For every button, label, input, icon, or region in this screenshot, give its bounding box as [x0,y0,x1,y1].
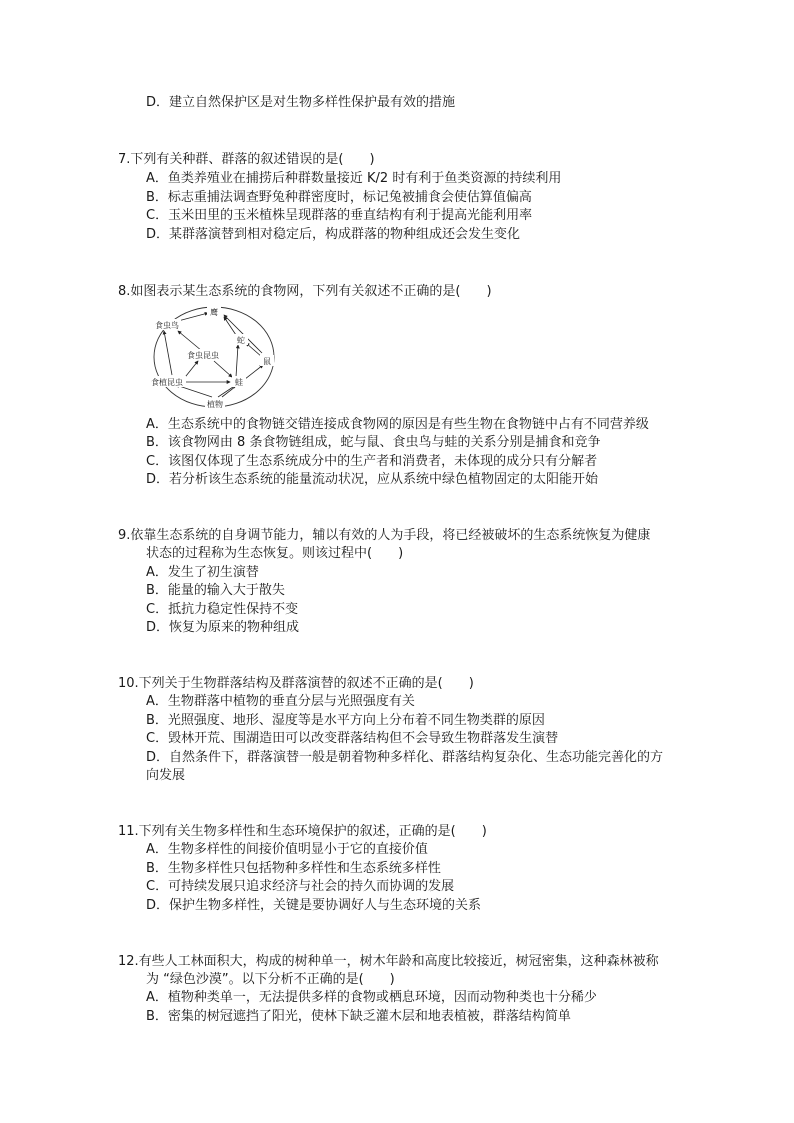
q10-option-b: B．光照强度、地形、湿度等是水平方向上分布着不同生物类群的原因 [146,713,545,728]
label-insectivorous-insect [185,349,221,360]
arrow-herb-insect-to-bird [164,331,172,375]
q9-option-a: A．发生了初生演替 [146,565,259,580]
q10-option-d: D．自然条件下，群落演替一般是朝着物种多样化、群落结构复杂化、生态功能完善化的方 [146,750,664,765]
q8-option-d: D．若分析该生态系统的能量流动状况，应从系统中绿色植物固定的太阳能开始 [146,472,599,487]
svg-text:食虫鸟: 食虫鸟 [155,321,179,330]
q7-option-a: A．鱼类养殖业在捕捞后种群数量接近 K/2 时有利于鱼类资源的持续利用 [146,171,562,186]
q7-option-b: B．标志重捕法调查野兔种群密度时，标记兔被捕食会使估算值偏高 [146,190,532,205]
label-frog [232,376,246,387]
q7-option-d: D．某群落演替到相对稳定后，构成群落的物种组成还会发生变化 [146,227,521,242]
q10-option-c: C．毁林开荒、围湖造田可以改变群落结构但不会导致生物群落发生演替 [146,731,559,746]
q12-stem-line2: 为 “绿色沙漠”。以下分析不正确的是( ) [146,972,395,987]
label-snake [234,334,248,345]
label-plant [205,398,225,409]
q8-stem: 8.如图表示某生态系统的食物网，下列有关叙述不正确的是( ) [118,284,492,299]
q10-option-d-continued: 向发展 [146,768,186,783]
q8-option-c: C．该图仅体现了生态系统成分中的生产者和消费者，未体现的成分只有分解者 [146,454,598,469]
label-herbivorous-insect [150,376,186,387]
arrow-insect-insect-to-bird [178,331,202,351]
svg-text:植物: 植物 [207,400,223,409]
q8-option-b: B．该食物网由 8 条食物链组成，蛇与鼠、食虫鸟与蛙的关系分别是捕食和竞争 [146,435,601,450]
q9-option-c: C．抵抗力稳定性保持不变 [146,602,299,617]
q7-option-c: C．玉米田里的玉米植株呈现群落的垂直结构有利于提高光能利用率 [146,208,533,223]
q11-stem: 11.下列有关生物多样性和生态环境保护的叙述，正确的是( ) [118,824,487,839]
food-web-diagram [150,305,280,413]
arrow-insect-insect-to-frog [214,361,232,377]
svg-text:食植昆虫: 食植昆虫 [151,378,183,387]
q9-stem-line2: 状态的过程称为生态恢复。则该过程中( ) [146,546,404,561]
svg-text:食虫昆虫: 食虫昆虫 [187,351,219,360]
q12-option-a: A．植物种类单一，无法提供多样的食物或栖息环境，因而动物种类也十分稀少 [146,990,597,1005]
q11-option-d: D．保护生物多样性，关键是要协调好人与生态环境的关系 [146,898,482,913]
q12-stem-line1: 12.有些人工林面积大，构成的树种单一，树木年龄和高度比较接近，树冠密集，这种森林被称 [118,954,659,969]
q6-option-d: D．建立自然保护区是对生物多样性保护最有效的措施 [146,95,456,110]
q11-option-b: B．生物多样性只包括物种多样性和生态系统多样性 [146,861,441,876]
q9-stem-line1: 9.依靠生态系统的自身调节能力，辅以有效的人为手段，将已经被破坏的生态系统恢复为健康 [118,528,651,543]
svg-text:鹰: 鹰 [210,308,218,317]
q11-option-a: A．生物多样性的间接价值明显小于它的直接价值 [146,842,428,857]
svg-text:蛙: 蛙 [235,378,243,387]
q9-option-b: B．能量的输入大于散失 [146,583,285,598]
q7-stem: 7.下列有关种群、群落的叙述错误的是( ) [118,152,375,167]
q11-option-c: C．可持续发展只追求经济与社会的持久而协调的发展 [146,879,455,894]
q10-stem: 10.下列关于生物群落结构及群落演替的叙述不正确的是( ) [118,676,474,691]
q8-option-a: A．生态系统中的食物链交错连接成食物网的原因是有些生物在食物链中占有不同营养级 [146,417,649,432]
q10-option-a: A．生物群落中植物的垂直分层与光照强度有关 [146,694,415,709]
arrow-frog-to-snake [236,345,238,377]
q9-option-d: D．恢复为原来的物种组成 [146,620,300,635]
svg-text:蛇: 蛇 [237,336,245,345]
svg-text:鼠: 鼠 [263,357,271,366]
label-hawk [207,306,221,317]
label-rat [260,355,274,366]
arrow-snake-to-hawk [224,317,236,335]
q12-option-b: B．密集的树冠遮挡了阳光，使林下缺乏灌木层和地表植被，群落结构简单 [146,1009,571,1024]
label-insectivorous-bird [153,319,181,330]
